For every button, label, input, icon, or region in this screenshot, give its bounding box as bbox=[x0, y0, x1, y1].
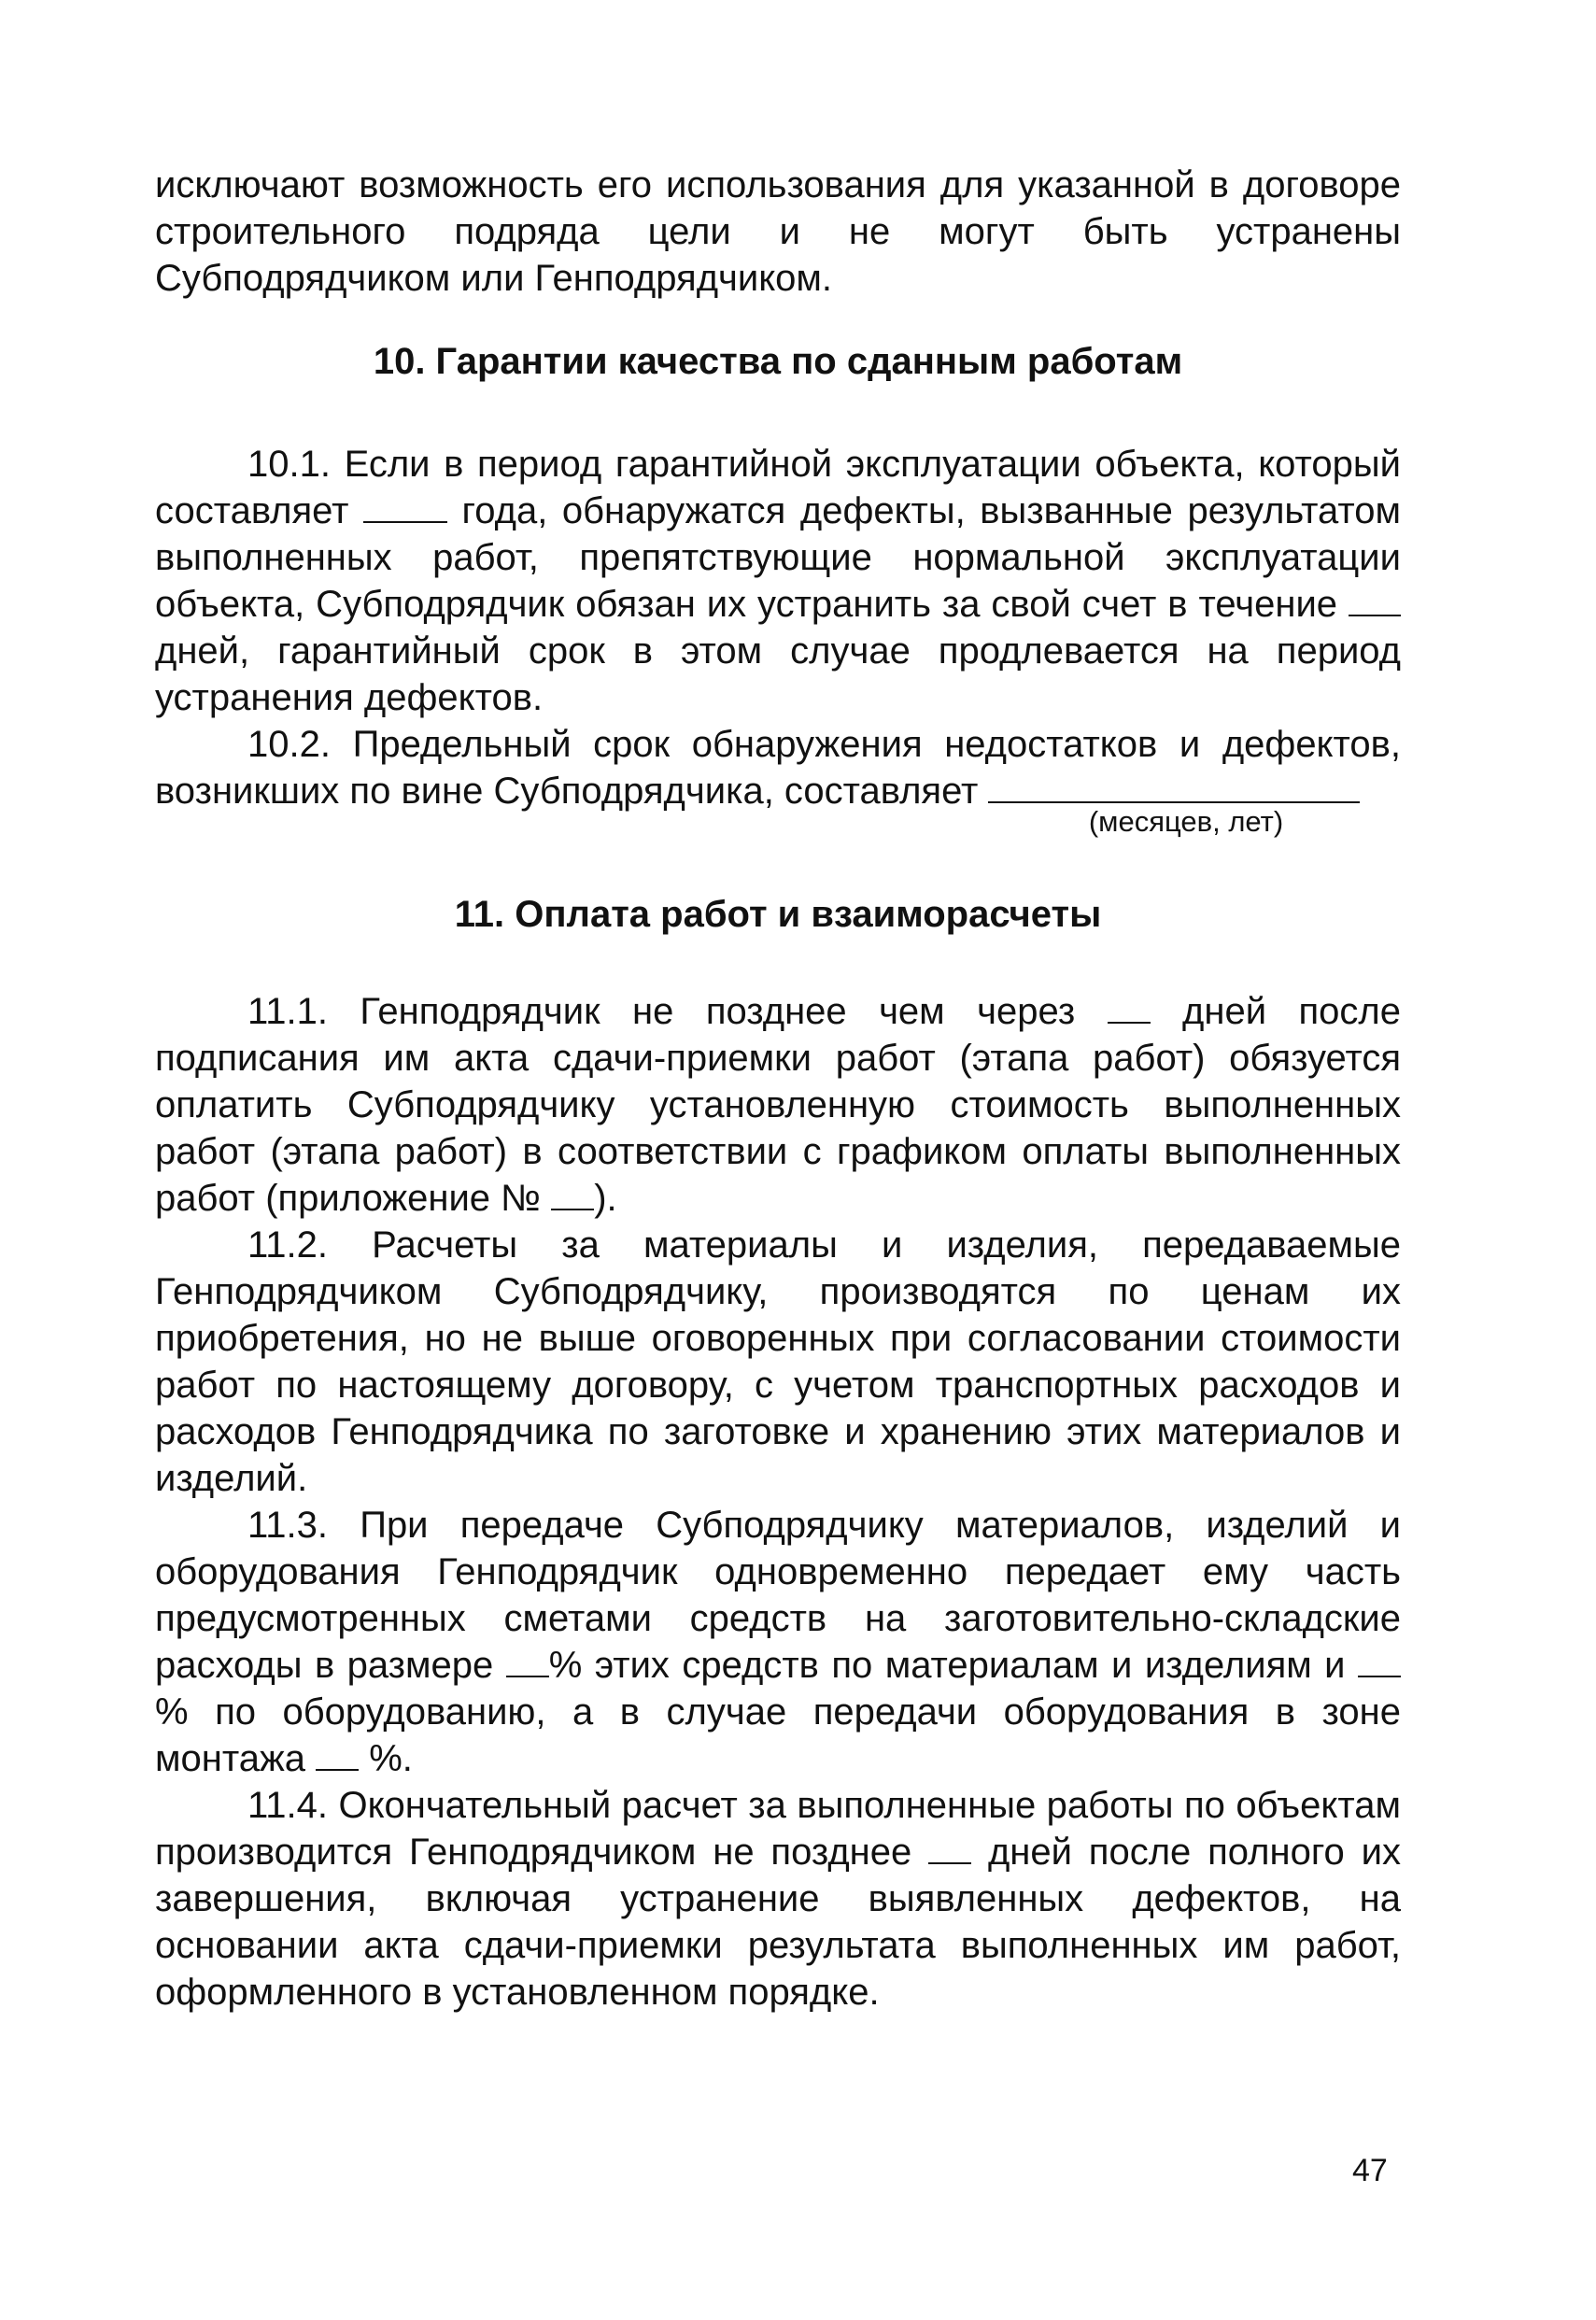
section-11-heading: 11. Оплата работ и взаиморасчеты bbox=[454, 894, 1102, 935]
blank-payment-days bbox=[1108, 990, 1151, 1024]
blank-appendix-number bbox=[551, 1177, 594, 1210]
blank-final-payment-days bbox=[928, 1831, 971, 1864]
paragraph-10-1 bbox=[155, 441, 1401, 721]
blank-equipment-percent bbox=[1358, 1644, 1401, 1677]
paragraph-10-1-part-c: дней, гарантийный срок в этом случае продлевается на период устранения дефектов. bbox=[155, 630, 1401, 718]
blank-installation-percent bbox=[316, 1737, 359, 1771]
paragraph-11-3 bbox=[155, 1502, 1401, 1782]
paragraph-10-1-part-a: 10.1. Если в период гарантийной эксплуатации объекта, который составляет bbox=[155, 444, 1401, 531]
blank-materials-percent bbox=[506, 1644, 549, 1677]
paragraph-10-2-part-a: 10.2. Предельный срок обнаружения недостатков и дефектов, возникших по вине Субподрядчика, составляет bbox=[155, 724, 1401, 812]
intro-paragraph: исключают возможность его использования для указанной в договоре строительного подряда цели и не могут быть устранены Субподрядчиком или Генподрядчиком. bbox=[155, 164, 1401, 299]
paragraph-11-1-part-b: дней после подписания им акта сдачи-приемки работ (этапа работ) обязуется оплатить Субподрядчику установленную стоимость выполненных работ (этапа работ) в соответствии с графиком оплаты выполненных работ (приложение № bbox=[155, 991, 1401, 1219]
paragraph-11-4-part-b: дней после полного их завершения, включая устранение выявленных дефектов, на основании акта сдачи-приемки результата выполненных им работ, оформленного в установленном порядке. bbox=[155, 1832, 1401, 2013]
paragraph-11-4-part-a: 11.4. Окончательный расчет за выполненные работы по объектам производится Генподрядчиком не позднее bbox=[155, 1785, 1401, 1873]
blank-warranty-years bbox=[363, 489, 447, 523]
paragraph-10-1-part-b: года, обнаружатся дефекты, вызванные результатом выполненных работ, препятствующие нормальной эксплуатации объекта, Субподрядчик обязан их устранить за свой счет в течение bbox=[155, 490, 1401, 625]
page-number: 47 bbox=[1352, 2153, 1388, 2188]
blank-repair-days bbox=[1349, 583, 1401, 616]
paragraph-11-1-part-c: ). bbox=[594, 1178, 617, 1219]
paragraph-11-3-part-c: % по оборудованию, а в случае передачи оборудования в зоне монтажа bbox=[155, 1691, 1401, 1779]
paragraph-10-2 bbox=[155, 721, 1401, 814]
section-10-heading: 10. Гарантии качества по сданным работам bbox=[373, 341, 1183, 382]
paragraph-11-3-part-b: % этих средств по материалам и изделиям и bbox=[548, 1645, 1346, 1686]
blank-caption: (месяцев, лет) bbox=[1088, 805, 1284, 838]
paragraph-11-3-part-a: 11.3. При передаче Субподрядчику материалов, изделий и оборудования Генподрядчик одновременно передает ему часть предусмотренных сметами средств на заготовительно-складские расходы в размере bbox=[155, 1505, 1401, 1686]
paragraph-11-4 bbox=[155, 1782, 1401, 2016]
paragraph-11-3-part-d: %. bbox=[369, 1738, 413, 1779]
paragraph-11-2: 11.2. Расчеты за материалы и изделия, передаваемые Генподрядчиком Субподрядчику, производятся по ценам их приобретения, но не выше оговоренных при согласовании стоимости работ по настоящему договору, с учетом транспортных расходов и расходов Генподрядчика по заготовке и хранению этих материалов и изделий. bbox=[155, 1224, 1401, 1499]
blank-detection-period bbox=[988, 770, 1360, 803]
section-10-body bbox=[155, 441, 1401, 814]
paragraph-11-1-part-a: 11.1. Генподрядчик не позднее чем через bbox=[247, 991, 1076, 1032]
paragraph-11-1 bbox=[155, 988, 1401, 1222]
section-11-body bbox=[155, 988, 1401, 2016]
